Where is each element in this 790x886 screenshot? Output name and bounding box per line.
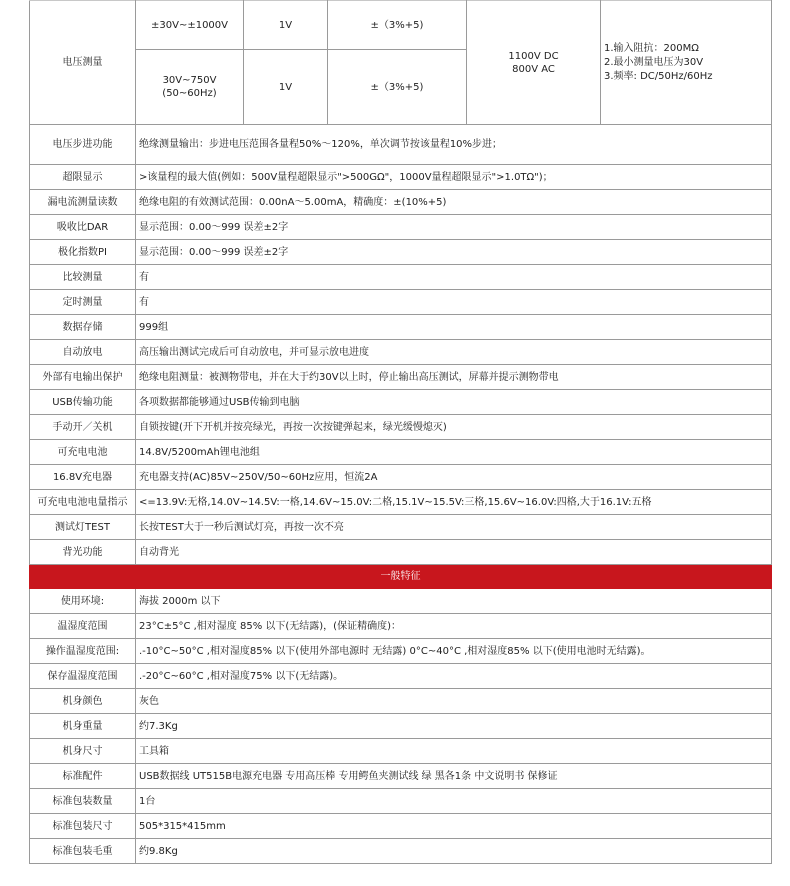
spec-row-value: 绝缘电阻测量：被测物带电，并在大于约30V以上时，停止输出高压测试，屏幕并提示测物带电 xyxy=(136,365,772,390)
spec-row-value: 显示范围：0.00～999 误差±2字 xyxy=(136,215,772,240)
section-header-general xyxy=(30,565,772,589)
spec-row-value: <=13.9V:无格,14.0V~14.5V:一格,14.6V~15.0V:二格,15.1V~15.5V:三格,15.6V~16.0V:四格,大于16.1V:五格 xyxy=(136,490,772,515)
voltage-ac-range xyxy=(136,50,244,125)
spec-row-value: >该量程的最大值(例如：500V量程超限显示">500GΩ"，1000V量程超限显示">1.0TΩ")； xyxy=(136,165,772,190)
spec-row-label: 可充电电池 xyxy=(30,440,136,465)
spec-row-value: .-20°C~60°C ,相对湿度75% 以下(无结露)。 xyxy=(136,664,772,689)
spec-row xyxy=(30,839,772,864)
voltage-note-2: 2.最小测量电压为30V xyxy=(604,56,704,68)
spec-row xyxy=(30,614,772,639)
spec-row xyxy=(30,515,772,540)
spec-row-value: 工具箱 xyxy=(136,739,772,764)
spec-row-label: 可充电电池电量指示 xyxy=(30,490,136,515)
spec-row-label: 吸收比DAR xyxy=(30,215,136,240)
spec-row-label: 机身重量 xyxy=(30,714,136,739)
spec-row-label: 保存温湿度范围 xyxy=(30,664,136,689)
voltage-dc-resolution: 1V xyxy=(244,1,328,50)
spec-row-value: 海拔 2000m 以下 xyxy=(136,589,772,614)
spec-row xyxy=(30,390,772,415)
voltage-note-1: 1.输入阻抗：200MΩ xyxy=(604,42,699,54)
spec-row-value: 999组 xyxy=(136,315,772,340)
voltage-dc-range: ±30V~±1000V xyxy=(136,1,244,50)
spec-row-value: 各项数据都能够通过USB传输到电脑 xyxy=(136,390,772,415)
spec-row-label: 温湿度范围 xyxy=(30,614,136,639)
voltage-dc-accuracy: ±（3%+5) xyxy=(328,1,467,50)
spec-row-label: 超限显示 xyxy=(30,165,136,190)
spec-row xyxy=(30,440,772,465)
spec-row-label: 16.8V充电器 xyxy=(30,465,136,490)
spec-row-label: 标准包装尺寸 xyxy=(30,814,136,839)
spec-row-label: 操作温湿度范围: xyxy=(30,639,136,664)
spec-row-label: 使用环境: xyxy=(30,589,136,614)
spec-row xyxy=(30,814,772,839)
voltage-ac-range-1: 30V~750V xyxy=(162,75,217,86)
spec-row-value: 灰色 xyxy=(136,689,772,714)
spec-row xyxy=(30,365,772,390)
spec-row xyxy=(30,689,772,714)
spec-row-value: 高压输出测试完成后可自动放电，并可显示放电进度 xyxy=(136,340,772,365)
spec-row-value: 约9.8Kg xyxy=(136,839,772,864)
spec-row-label: 极化指数PI xyxy=(30,240,136,265)
spec-row xyxy=(30,125,772,165)
spec-row xyxy=(30,540,772,565)
spec-row xyxy=(30,664,772,689)
spec-row xyxy=(30,315,772,340)
spec-row-value: 绝缘电阻的有效测试范围：0.00nA～5.00mA，精确度：±(10%+5) xyxy=(136,190,772,215)
spec-sheet xyxy=(29,0,771,864)
spec-row-value: 505*315*415mm xyxy=(136,814,772,839)
spec-row-value: 有 xyxy=(136,265,772,290)
spec-row xyxy=(30,290,772,315)
section-title: 一般特征 xyxy=(30,565,772,589)
spec-row-label: 标准包装数量 xyxy=(30,789,136,814)
spec-row-label: 机身尺寸 xyxy=(30,739,136,764)
spec-row-value: 1台 xyxy=(136,789,772,814)
spec-row xyxy=(30,639,772,664)
spec-row xyxy=(30,190,772,215)
spec-row xyxy=(30,465,772,490)
spec-row xyxy=(30,415,772,440)
voltage-max xyxy=(467,1,601,125)
spec-row-label: 外部有电输出保护 xyxy=(30,365,136,390)
spec-row-value: 约7.3Kg xyxy=(136,714,772,739)
spec-row-value: 自动背光 xyxy=(136,540,772,565)
spec-row-value: USB数据线 UT515B电源充电器 专用高压棒 专用鳄鱼夹测试线 绿 黑各1条 中文说明书 保修证 xyxy=(136,764,772,789)
spec-table xyxy=(29,0,772,864)
spec-row-label: 数据存储 xyxy=(30,315,136,340)
spec-row-label: USB传输功能 xyxy=(30,390,136,415)
spec-row xyxy=(30,490,772,515)
spec-row-label: 定时测量 xyxy=(30,290,136,315)
voltage-ac-resolution: 1V xyxy=(244,50,328,125)
spec-row-value: 自锁按键(开下开机并按亮绿光，再按一次按键弹起来，绿光缓慢熄灭) xyxy=(136,415,772,440)
spec-row-label: 电压步进功能 xyxy=(30,125,136,165)
spec-row xyxy=(30,589,772,614)
spec-row xyxy=(30,714,772,739)
spec-row-value: 有 xyxy=(136,290,772,315)
spec-row-label: 标准包装毛重 xyxy=(30,839,136,864)
spec-row xyxy=(30,789,772,814)
spec-row-label: 标准配件 xyxy=(30,764,136,789)
voltage-notes xyxy=(601,1,772,125)
spec-row xyxy=(30,165,772,190)
spec-row-label: 比较测量 xyxy=(30,265,136,290)
voltage-note-3: 3.频率: DC/50Hz/60Hz xyxy=(604,70,713,82)
spec-row xyxy=(30,265,772,290)
spec-row-label: 背光功能 xyxy=(30,540,136,565)
spec-row-value: 充电器支持(AC)85V~250V/50~60Hz应用，恒流2A xyxy=(136,465,772,490)
spec-row-label: 测试灯TEST xyxy=(30,515,136,540)
voltage-row-dc xyxy=(30,1,772,50)
spec-row-value: 绝缘测量输出：步进电压范围各量程50%～120%，单次调节按该量程10%步进； xyxy=(136,125,772,165)
voltage-max-ac: 800V AC xyxy=(512,63,555,75)
spec-row xyxy=(30,240,772,265)
spec-row xyxy=(30,215,772,240)
spec-row-value: 14.8V/5200mAh锂电池组 xyxy=(136,440,772,465)
spec-row-value: 显示范围：0.00～999 误差±2字 xyxy=(136,240,772,265)
spec-row xyxy=(30,340,772,365)
spec-row-label: 手动开／关机 xyxy=(30,415,136,440)
spec-row-label: 机身颜色 xyxy=(30,689,136,714)
spec-row-label: 漏电流测量读数 xyxy=(30,190,136,215)
spec-row-value: .-10°C~50°C ,相对湿度85% 以下(使用外部电源时 无结露) 0°C~40°C ,相对湿度85% 以下(使用电池时无结露)。 xyxy=(136,639,772,664)
voltage-max-dc: 1100V DC xyxy=(508,50,559,62)
voltage-label: 电压测量 xyxy=(30,1,136,125)
spec-row-value: 长按TEST大于一秒后测试灯亮，再按一次不亮 xyxy=(136,515,772,540)
voltage-ac-range-2: (50~60Hz) xyxy=(162,88,217,99)
spec-row xyxy=(30,739,772,764)
spec-row-value: 23°C±5°C ,相对湿度 85% 以下(无结露)，(保证精确度)： xyxy=(136,614,772,639)
voltage-ac-accuracy: ±（3%+5) xyxy=(328,50,467,125)
spec-row xyxy=(30,764,772,789)
spec-row-label: 自动放电 xyxy=(30,340,136,365)
